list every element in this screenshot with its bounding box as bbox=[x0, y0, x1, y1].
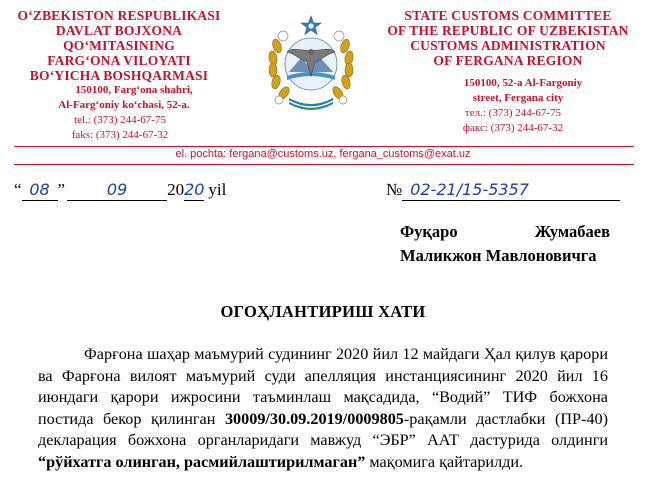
org-name-line: BO‘YICHA BOSHQARMASI bbox=[29, 68, 209, 83]
date-open-quote: “ bbox=[14, 180, 22, 199]
letter-body bbox=[38, 344, 608, 473]
org-phone: tel.: (373) 244-67-75 bbox=[74, 114, 166, 126]
org-name-line: QO‘MITASINING bbox=[63, 38, 175, 53]
date-year-prefix: 20 bbox=[167, 180, 185, 199]
org-name-line: OF FERGANA REGION bbox=[433, 53, 583, 68]
date-day-field bbox=[22, 180, 58, 201]
header-left bbox=[0, 8, 238, 143]
state-emblem-icon bbox=[263, 6, 359, 114]
date-year-suffix: 20 bbox=[184, 180, 205, 199]
declaration-number: 30009/30.09.2019/0009805 bbox=[224, 409, 404, 428]
org-name-line: CUSTOMS ADMINISTRATION bbox=[410, 38, 606, 53]
org-name-line: O‘ZBEKISTON RESPUBLIKASI bbox=[17, 8, 221, 23]
reference-line bbox=[386, 180, 620, 201]
org-name-line: OF THE REPUBLIC OF UZBEKISTAN bbox=[387, 23, 629, 38]
email-line: el. pochta: fergana@customs.uz, fergana_customs@exat.uz bbox=[175, 148, 471, 160]
header-divider bbox=[14, 146, 634, 147]
date-line bbox=[14, 180, 226, 201]
org-address: street, Fergana city bbox=[472, 92, 564, 104]
date-suffix: yil bbox=[208, 180, 227, 199]
date-year-field bbox=[184, 180, 204, 201]
header-divider bbox=[14, 164, 634, 165]
recipient-block bbox=[400, 220, 610, 268]
org-name-line: STATE CUSTOMS COMMITTEE bbox=[404, 8, 612, 23]
recipient-surname: Жумабаев bbox=[534, 222, 610, 241]
reference-field bbox=[402, 180, 620, 201]
body-text-part: мақомига қайтарилди. bbox=[365, 452, 524, 471]
org-fax: факс: (373) 244-67-32 bbox=[462, 122, 564, 134]
body-text-part: -рақамли дастлабки (ПР-40) декларация божхона органларидаги мавжуд “ЭБР” ААТ дастурида олдинги bbox=[38, 409, 609, 449]
org-fax: faks: (373) 244-67-32 bbox=[71, 129, 169, 141]
org-name-line: DAVLAT BOJXONA bbox=[55, 23, 183, 38]
status-quote: “рўйхатга олинган, расмийлаштирилмаган” bbox=[38, 452, 366, 471]
date-day: 08 bbox=[29, 180, 50, 199]
org-phone: тел.: (373) 244-67-75 bbox=[464, 107, 562, 119]
reference-symbol: № bbox=[386, 180, 403, 199]
recipient-title: Фуқаро bbox=[400, 222, 458, 241]
body-paragraph bbox=[38, 344, 608, 473]
date-month-field bbox=[67, 180, 167, 201]
date-month: 09 bbox=[106, 180, 128, 199]
header-right bbox=[370, 8, 646, 136]
recipient-name: Маликжон Мавлоновичга bbox=[400, 246, 597, 265]
org-address: 150100, Farg‘ona shahri, bbox=[75, 84, 193, 96]
org-address: 150100, 52-a Al-Fargoniy bbox=[463, 77, 583, 89]
reference-number: 02-21/15-5357 bbox=[410, 180, 529, 199]
document-title: ОГОҲЛАНТИРИШ ХАТИ bbox=[220, 302, 426, 321]
org-address: Al-Farg‘oniy ko‘chasi, 52-a. bbox=[58, 99, 190, 111]
date-close-quote: ” bbox=[57, 180, 66, 199]
body-text-part: Фарғона шаҳар маъмурий судининг 2020 йил 12 майдаги Ҳал қилув қарори ва Фарғона вилоят маъмурий суди апелляция инстанциясининг 2020 йил 16 июндаги қарори ижросини таъминлаш мақсадида, “Водий” ТИФ божхона постида бекор қилинган bbox=[38, 345, 608, 428]
org-name-line: FARG‘ONA VILOYATI bbox=[47, 53, 191, 68]
